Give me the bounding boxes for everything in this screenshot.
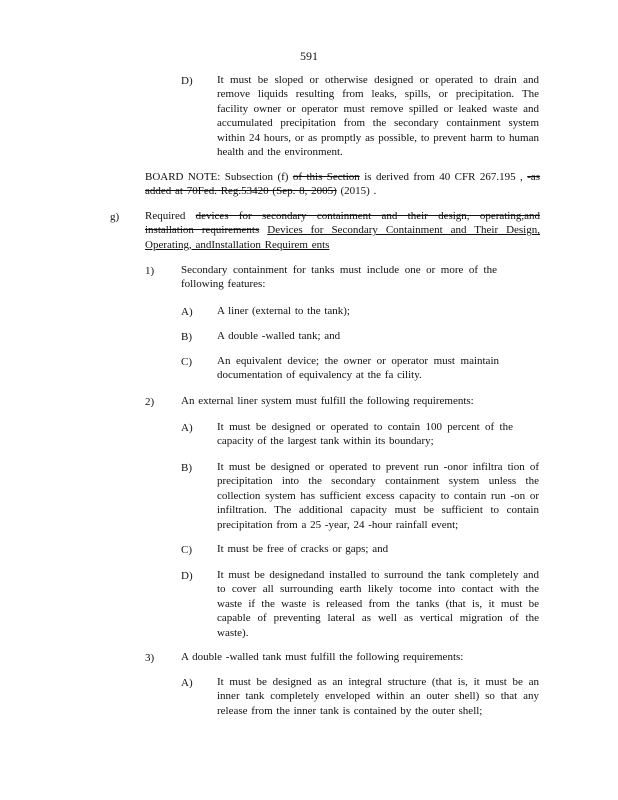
item-label-1: 1) xyxy=(145,265,155,277)
section-g-new-heading: Devices for Secondary Containment and Their Design, Operating, andInstallation Requirem ents xyxy=(145,224,540,251)
item-text-1c: An equivalent device; the owner or operator must maintain documentation of equivalency at the fa cility. xyxy=(217,355,499,382)
section-g-heading xyxy=(145,209,540,252)
board-note-middle: is derived from 40 CFR 267.195 , xyxy=(364,171,523,183)
item-label-1a: A) xyxy=(181,306,193,318)
item-label-2: 2) xyxy=(145,396,155,408)
item-text-1: Secondary containment for tanks must include one or more of the following features: xyxy=(181,264,497,291)
item-label-2d: D) xyxy=(181,570,193,582)
item-text-3a: It must be designed as an integral structure (that is, it must be an inner tank completely enveloped within an outer shell) so that any release from the inner tank is contained by the outer shell; xyxy=(217,676,539,717)
item-text-2d: It must be designedand installed to surround the tank completely and to cover all surrounding earth likely tocome into contact with the waste if the waste is released from the tanks (that is, it must be capable of preventing lateral as well as vertical migration of the waste). xyxy=(217,569,539,639)
item-text-d1: It must be sloped or otherwise designed or operated to drain and remove liquids resulting from leaks, spills, or precipitation. The facility owner or operator must remove spilled or leaked waste and accumulated precipitation from the secondary containment system within 24 hours, or as promptly as possible, to prevent harm to human health and the environment. xyxy=(217,74,539,159)
board-note-deleted-1: of this Section xyxy=(292,171,360,183)
item-label-d1: D) xyxy=(181,75,193,87)
item-label-3a: A) xyxy=(181,677,193,689)
item-label-3: 3) xyxy=(145,652,155,664)
item-text-2c: It must be free of cracks or gaps; and xyxy=(217,543,389,555)
section-g-required: Required xyxy=(145,210,186,222)
board-note-tail: (2015) . xyxy=(340,185,377,198)
item-text-2: An external liner system must fulfill the following requirements: xyxy=(181,395,474,407)
board-note-lead: BOARD NOTE: Subsection (f) xyxy=(145,171,289,183)
item-text-1b: A double -walled tank; and xyxy=(217,330,341,342)
item-label-2c: C) xyxy=(181,544,192,556)
section-label-g: g) xyxy=(110,211,120,223)
board-note xyxy=(145,170,540,199)
page-number: 591 xyxy=(300,49,318,63)
item-label-2a: A) xyxy=(181,422,193,434)
item-text-3: A double -walled tank must fulfill the following requirements: xyxy=(181,651,464,663)
item-label-1b: B) xyxy=(181,331,192,343)
board-note-deleted-2: -as added at 70Fed. Reg.53420 (Sep. 8, 2005) xyxy=(145,171,541,198)
item-label-1c: C) xyxy=(181,356,192,368)
item-label-2b: B) xyxy=(181,462,192,474)
item-text-2a: It must be designed or operated to contain 100 percent of the capacity of the largest tank within its boundary; xyxy=(217,421,513,448)
item-text-1a: A liner (external to the tank); xyxy=(217,305,350,317)
section-g-deleted-heading: devices for secondary containment and their design, operating,and installation requirements xyxy=(145,210,540,237)
item-text-2b: It must be designed or operated to prevent run -onor infiltra tion of precipitation into the secondary containment system unless the collection system has sufficient excess capacity to contain run -on or infiltration. The additional capacity must be sufficient to contain precipitation from a 25 -year, 24 -hour rainfall event; xyxy=(217,461,539,531)
